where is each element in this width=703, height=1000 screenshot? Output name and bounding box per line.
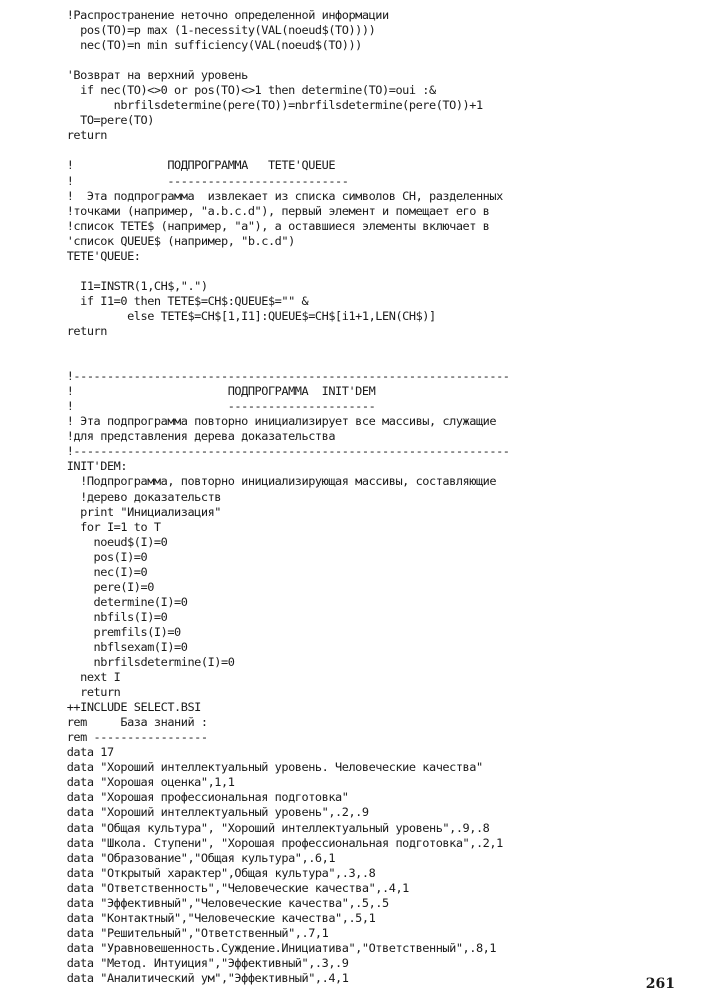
- code-line: !-----------------------------------------------------------------: [60, 444, 510, 459]
- code-line: noeud$(I)=0: [60, 534, 168, 549]
- code-line: ! ----------------------: [60, 399, 376, 414]
- code-line: data "Уравновешенность.Суждение.Инициатива","Ответственный",.8,1: [60, 940, 497, 955]
- code-line: !дерево доказательств: [60, 489, 222, 504]
- code-line: data "Открытый характер",Общая культура",.3,.8: [60, 865, 376, 880]
- code-line: return: [60, 685, 121, 700]
- code-listing: [60, 8, 700, 986]
- code-line: else TETE$=CH$[1,I1]:QUEUE$=CH$[i1+1,LEN(CH$)]: [60, 308, 436, 323]
- code-line: nbrfilsdetermine(pere(TO))=nbrfilsdetermine(pere(TO))+1: [60, 98, 483, 113]
- code-line: nbfils(I)=0: [60, 609, 168, 624]
- code-line: [60, 339, 700, 354]
- code-line: !Распространение неточно определенной информации: [60, 8, 389, 22]
- code-line: data "Хороший интеллектуальный уровень",.2,.9: [60, 805, 369, 820]
- code-line: data "Контактный","Человеческие качества",.5,1: [60, 910, 376, 925]
- code-line: for I=1 to T: [60, 519, 161, 534]
- code-line: !для представления дерева доказательства: [60, 429, 336, 444]
- code-line: return: [60, 128, 107, 143]
- code-line: INIT'DEM:: [60, 459, 128, 474]
- code-line: data "Образование","Общая культура",.6,1: [60, 850, 336, 865]
- code-line: data "Школа. Ступени", "Хорошая профессиональная подготовка",.2,1: [60, 835, 503, 850]
- code-line: TETE'QUEUE:: [60, 248, 141, 263]
- code-line: !-----------------------------------------------------------------: [60, 369, 510, 384]
- code-line: rem -----------------: [60, 730, 208, 745]
- code-line: rem База знаний :: [60, 715, 208, 730]
- code-line: [60, 264, 700, 279]
- code-line: 'список QUEUE$ (например, "b.c.d"): [60, 233, 295, 248]
- code-line: data "Ответственность","Человеческие качества",.4,1: [60, 880, 409, 895]
- code-line: data 17: [60, 745, 114, 760]
- code-line: ! ПОДПРОГРАММА TETE'QUEUE: [60, 158, 336, 173]
- code-line: data "Хороший интеллектуальный уровень. Человеческие качества": [60, 760, 483, 775]
- code-line: nbrfilsdetermine(I)=0: [60, 655, 235, 670]
- code-line: data "Метод. Интуиция","Эффективный",.3,.9: [60, 955, 349, 970]
- code-line: !список TETE$ (например, "a"), а оставшиеся элементы включает в: [60, 218, 490, 233]
- code-line: data "Общая культура", "Хороший интеллектуальный уровень",.9,.8: [60, 820, 490, 835]
- code-line: TO=pere(TO): [60, 113, 154, 128]
- code-line: [60, 53, 700, 68]
- code-line: ! Эта подпрограмма извлекает из списка символов CH, разделенных: [60, 188, 503, 203]
- code-line: print "Инициализация": [60, 504, 222, 519]
- code-line: 'Возврат на верхний уровень: [60, 68, 248, 83]
- code-line: !Подпрограмма, повторно инициализирующая массивы, составляющие: [60, 474, 497, 489]
- code-line: determine(I)=0: [60, 594, 188, 609]
- code-line: pos(I)=0: [60, 549, 148, 564]
- code-line: premfils(I)=0: [60, 624, 181, 639]
- code-line: nec(I)=0: [60, 564, 148, 579]
- code-line: pere(I)=0: [60, 579, 154, 594]
- code-line: data "Хорошая оценка",1,1: [60, 775, 235, 790]
- code-line: data "Аналитический ум","Эффективный",.4,1: [60, 971, 349, 985]
- code-line: nec(TO)=n min sufficiency(VAL(noeud$(TO))): [60, 38, 362, 53]
- code-line: if I1=0 then TETE$=CH$:QUEUE$="" &: [60, 293, 309, 308]
- code-line: data "Эффективный","Человеческие качества",.5,.5: [60, 895, 389, 910]
- code-line: ! ---------------------------: [60, 173, 349, 188]
- code-line: pos(TO)=p max (1-necessity(VAL(noeud$(TO)))): [60, 23, 376, 38]
- code-line: nbflsexam(I)=0: [60, 639, 188, 654]
- page-number: 261: [645, 976, 675, 992]
- code-line: ! Эта подпрограмма повторно инициализирует все массивы, служащие: [60, 414, 497, 429]
- code-line: data "Хорошая профессиональная подготовка": [60, 790, 349, 805]
- code-line: [60, 143, 700, 158]
- code-line: ! ПОДПРОГРАММА INIT'DEM: [60, 384, 376, 399]
- code-line: if nec(TO)<>0 or pos(TO)<>1 then determine(TO)=oui :&: [60, 83, 436, 98]
- code-line: [60, 354, 700, 369]
- code-line: next I: [60, 670, 121, 685]
- code-line: !точками (например, "a.b.c.d"), первый элемент и помещает его в: [60, 203, 490, 218]
- code-line: I1=INSTR(1,CH$,"."): [60, 278, 208, 293]
- code-line: ++INCLUDE SELECT.BSI: [60, 700, 201, 715]
- code-line: return: [60, 323, 107, 338]
- code-line: data "Решительный","Ответственный",.7,1: [60, 925, 329, 940]
